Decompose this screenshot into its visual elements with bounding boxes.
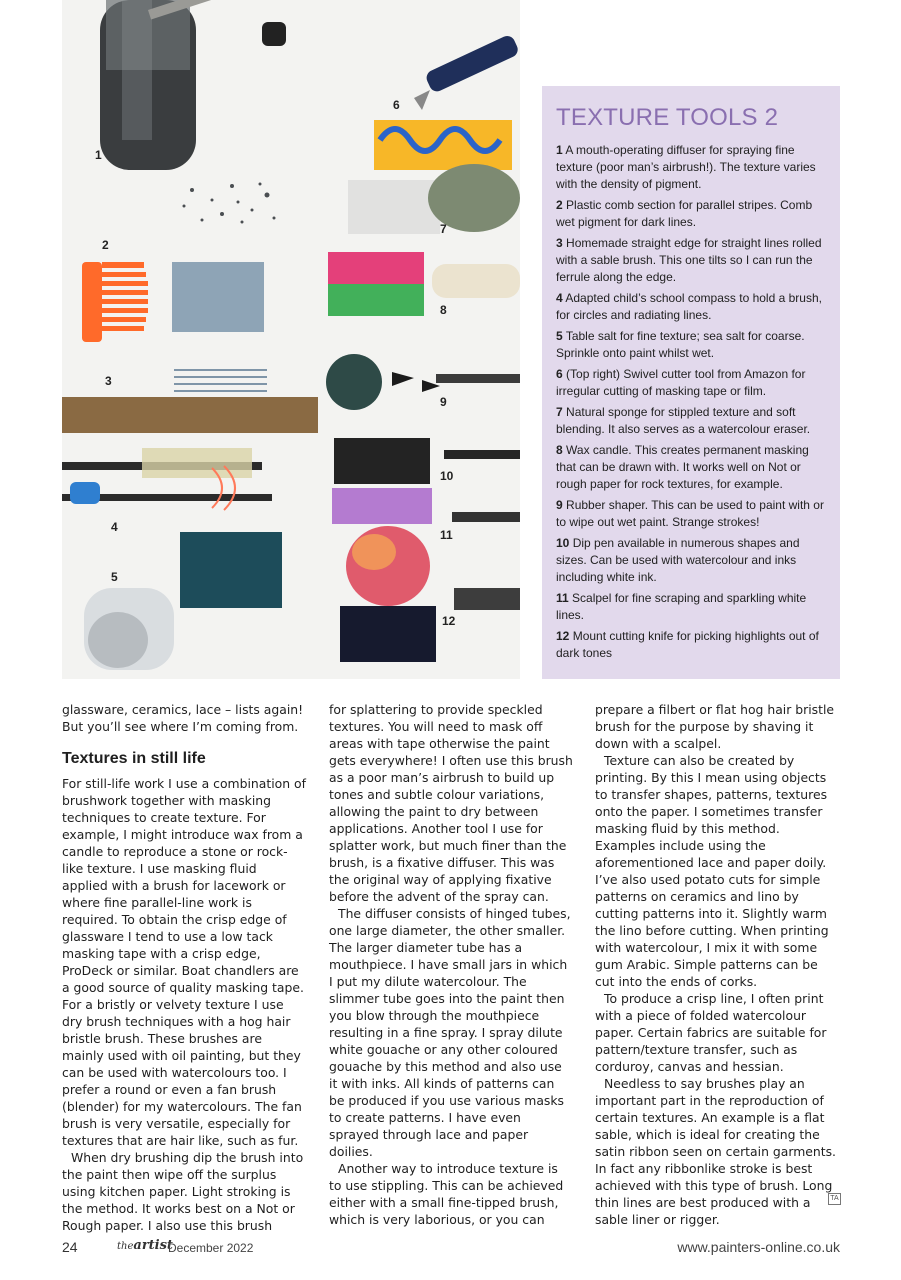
tool-item-text: Homemade straight edge for straight lines rolled with a sable brush. This one tilts so I can run the ferrule along the edge.	[556, 236, 822, 284]
tool-item	[556, 442, 826, 493]
tool-item-text: Scalpel for fine scraping and sparkling white lines.	[556, 591, 807, 622]
article-paragraph: Another way to introduce texture is to use stippling. This can be achieved either with a small fine-tipped brush, which is very laborious, or you can	[329, 1161, 564, 1227]
magazine-logo	[117, 1238, 173, 1253]
article-paragraph: The diffuser consists of hinged tubes, one large diameter, the other smaller. The larger diameter tube has a mouthpiece. I have small jars in which I put my dilute watercolour. The slimmer tube goes into the paint then you blow through the mouthpiece resulting in a fine spray. I spray dilute white gouache or any other coloured gouache by this method and also use it with inks. All kinds of patterns can be produced if you use various masks to create patterns. I have even sprayed through lace and paper doilies.	[329, 906, 571, 1159]
photo-label-8: 8	[440, 303, 447, 317]
salt-shaker-image	[84, 588, 174, 670]
tool-item-text: Natural sponge for stippled texture and soft blending. It also serves as a watercolour eraser.	[556, 405, 811, 436]
tool-item-number: 7	[556, 405, 563, 419]
photo-label-12: 12	[442, 614, 456, 628]
tool-item-number: 8	[556, 443, 563, 457]
tool-item	[556, 590, 826, 624]
photo-label-1: 1	[95, 148, 102, 162]
end-mark: TA	[828, 1193, 841, 1205]
article-paragraph: For still-life work I use a combination of brushwork together with masking techniques to create texture. For example, I might introduce wax from a candle to reproduce a stone or rock-like texture. I use masking fluid applied with a brush for lacework or where fine parallel-line work is required. To obtain the crisp edge of glassware I tend to use a low tack masking tape with a crisp edge, ProDeck or similar. Boat chandlers are a good source of quality masking tape. For a bristly or velvety texture I use dry brush techniques with a hog hair bristle brush. These brushes are mainly used with oil painting, but they can be used with watercolours too. I prefer a round or even a fan brush (blender) for my watercolours. The fan brush is very versatile, especially for textures that are hair like, such as fur.	[62, 776, 306, 1148]
tool-item-text: A mouth-operating diffuser for spraying fine texture (poor man’s airbrush!). The texture varies with the density of pigment.	[556, 143, 816, 191]
article-paragraph: To produce a crisp line, I often print with a piece of folded watercolour paper. Certain fabrics are suitable for pattern/texture transfer, such as corduroy, canvas and hessian.	[595, 991, 827, 1074]
article-paragraph: glassware, ceramics, lace – lists again! But you’ll see where I’m coming from.	[62, 702, 304, 734]
salt-texture-sample	[180, 532, 282, 608]
tool-item	[556, 535, 826, 586]
tool-item-text: Dip pen available in numerous shapes and sizes. Can be used with watercolour and inks including white ink.	[556, 536, 800, 584]
article-column-1	[62, 701, 306, 1234]
straight-edge-image	[62, 397, 318, 433]
tool-item-text: Plastic comb section for parallel stripes. Comb wet pigment for dark lines.	[556, 198, 813, 229]
tool-item-number: 2	[556, 198, 563, 212]
article-paragraph: When dry brushing dip the brush into the paint then wipe off the surplus using kitchen paper. Light stroking is the method. It works best on a Not or Rough paper. I also use this brush	[62, 1150, 304, 1233]
tool-item	[556, 366, 826, 400]
tool-item	[556, 628, 826, 662]
article-paragraph: for splattering to provide speckled textures. You will need to mask off areas with tape otherwise the paint gets everywhere! I often use this brush as a poor man’s airbrush to build up tones and subtle colour variations, allowing the paint to dry between applications. Another tool I use for splatter work, but much finer than the brush, is a fixative diffuser. This was the original way of applying fixative before the advent of the spray can.	[329, 702, 573, 904]
tool-item	[556, 290, 826, 324]
photo-label-3: 3	[105, 374, 112, 388]
article-paragraph: Texture can also be created by printing. By this I mean using objects to transfer shapes, patterns, textures onto the paper. I sometimes transfer masking fluid by this method. Examples include using the aforementioned lace and paper doily. I’ve also used potato cuts for simple patterns on ceramics and lino by cutting patterns into it. Slightly warm the lino before cutting. When printing with watercolour, I mix it with some gum Arabic. Simple patterns can be cut into the ends of corks.	[595, 753, 829, 989]
tool-item	[556, 235, 826, 286]
sidebar-title: TEXTURE TOOLS 2	[556, 104, 779, 131]
tool-item-number: 10	[556, 536, 570, 550]
tool-item-text: Rubber shaper. This can be used to paint with or to wipe out wet paint. Strange strokes!	[556, 498, 824, 529]
magazine-logo-the: the	[117, 1241, 134, 1252]
tool-item-text: Adapted child’s school compass to hold a brush, for circles and radiating lines.	[556, 291, 822, 322]
tool-item-number: 12	[556, 629, 570, 643]
tool-item-number: 5	[556, 329, 563, 343]
page-footer	[62, 1238, 840, 1258]
tool-item	[556, 497, 826, 531]
tools-photo	[62, 0, 520, 679]
tool-item-number: 9	[556, 498, 563, 512]
photo-label-7: 7	[440, 222, 447, 236]
tool-item-number: 3	[556, 236, 563, 250]
tool-item	[556, 197, 826, 231]
tools-photo-illustration	[62, 0, 520, 679]
tool-item-text: Mount cutting knife for picking highlights out of dark tones	[556, 629, 819, 660]
photo-label-10: 10	[440, 469, 454, 483]
issue-date: December 2022	[168, 1241, 254, 1255]
combed-paint-sample	[172, 262, 264, 332]
tool-item-text: Table salt for fine texture; sea salt for coarse. Sprinkle onto paint whilst wet.	[556, 329, 805, 360]
photo-label-4: 4	[111, 520, 118, 534]
tool-item-number: 11	[556, 591, 569, 605]
magazine-logo-name: artist	[133, 1238, 173, 1253]
tool-item-text: Wax candle. This creates permanent masking that can be drawn with. It works well on Not or rough paper for rock textures, for example.	[556, 443, 809, 491]
texture-tools-sidebar	[542, 86, 840, 679]
article-column-3	[595, 701, 839, 1228]
article-paragraph: Needless to say brushes play an important part in the reproduction of certain textures. An example is a flat sable, which is ideal for creating the satin ribbon seen on certain garments. In fact any ribbonlike stroke is best achieved with this type of brush. Long thin lines are best produced with a sable liner or rigger.	[595, 1076, 836, 1227]
comb-image	[82, 262, 148, 342]
tool-item	[556, 328, 826, 362]
photo-label-6: 6	[393, 98, 400, 112]
photo-label-5: 5	[111, 570, 118, 584]
photo-label-11: 11	[440, 528, 453, 542]
section-heading: Textures in still life	[62, 750, 206, 767]
tool-item-number: 4	[556, 291, 563, 305]
photo-label-9: 9	[440, 395, 447, 409]
tool-item-text: (Top right) Swivel cutter tool from Amazon for irregular cutting of masking tape or film.	[556, 367, 806, 398]
page-number: 24	[62, 1239, 78, 1255]
tool-item-number: 1	[556, 143, 563, 157]
tool-item	[556, 404, 826, 438]
photo-label-2: 2	[102, 238, 109, 252]
website-link[interactable]: www.painters-online.co.uk	[677, 1239, 840, 1255]
tool-item-number: 6	[556, 367, 563, 381]
article-column-2	[329, 701, 573, 1228]
article-paragraph: prepare a filbert or flat hog hair bristle brush for the purpose by shaving it down with a scalpel.	[595, 702, 835, 751]
tool-item	[556, 142, 826, 193]
